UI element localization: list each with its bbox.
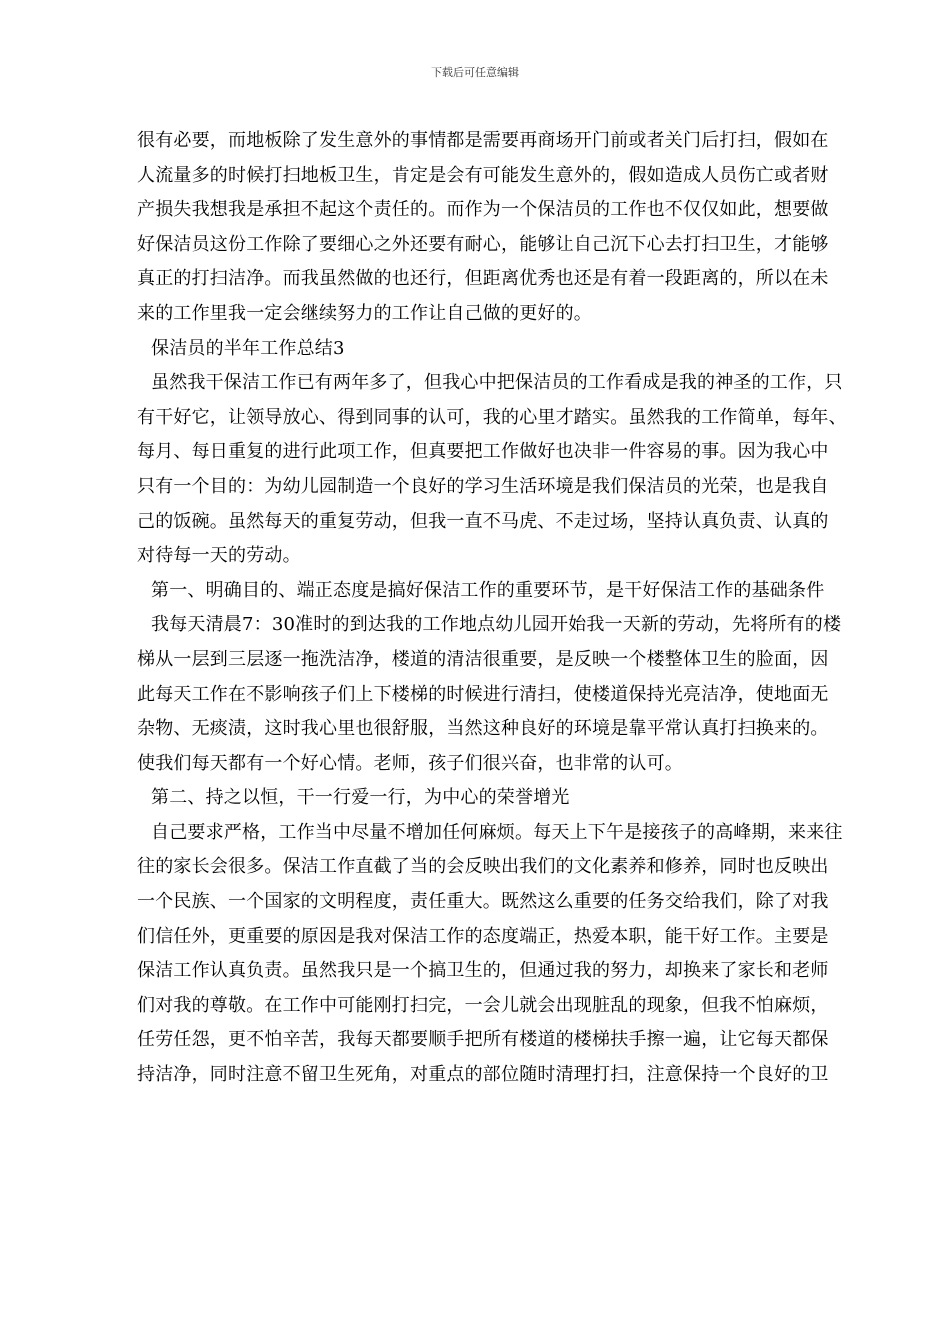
text-line: 来的工作里我一定会继续努力的工作让自己做的更好的。: [137, 302, 592, 324]
text-line: 很有必要，而地板除了发生意外的事情都是需要再商场开门前或者关门后打扫，假如在: [137, 130, 829, 151]
text-line: 们信任外，更重要的原因是我对保洁工作的态度端正，热爱本职，能干好工作。主要是: [137, 925, 829, 947]
text-line: 保洁员的半年工作总结3: [151, 337, 345, 359]
text-line: 我每天清晨7：30准时的到达我的工作地点幼儿园开始我一天新的劳动，先将所有的楼: [151, 614, 842, 636]
text-line: 只有一个目的：为幼儿园制造一个良好的学习生活环境是我们保洁员的光荣，也是我自: [137, 475, 829, 497]
text-line: 往的家长会很多。保洁工作直截了当的会反映出我们的文化素养和修养，同时也反映出: [137, 856, 829, 878]
text-line: 人流量多的时候打扫地板卫生，肯定是会有可能发生意外的，假如造成人员伤亡或者财: [137, 164, 829, 186]
document-body: [137, 124, 889, 1093]
text-line: 使我们每天都有一个好心情。老师，孩子们很兴奋，也非常的认可。: [137, 752, 683, 774]
text-line: 杂物、无痰渍，这时我心里也很舒服，当然这种良好的环境是靠平常认真打扫换来的。: [137, 718, 829, 740]
text-line: 自己要求严格，工作当中尽量不增加任何麻烦。每天上下午是接孩子的高峰期，来来往: [151, 821, 843, 843]
text-line: 真正的打扫洁净。而我虽然做的也还行，但距离优秀也还是有着一段距离的，所以在未: [137, 268, 829, 290]
text-line: 好保洁员这份工作除了要细心之外还要有耐心，能够让自己沉下心去打扫卫生，才能够: [137, 233, 829, 255]
text-line: 虽然我干保洁工作已有两年多了，但我心中把保洁员的工作看成是我的神圣的工作，只: [151, 372, 843, 394]
text-line: 保洁工作认真负责。虽然我只是一个搞卫生的，但通过我的努力，却换来了家长和老师: [137, 960, 829, 982]
text-line: 持洁净，同时注意不留卫生死角，对重点的部位随时清理打扫，注意保持一个良好的卫: [137, 1064, 829, 1086]
text-line: 任劳任怨，更不怕辛苦，我每天都要顺手把所有楼道的楼梯扶手擦一遍，让它每天都保: [137, 1029, 829, 1051]
text-line: 梯从一层到三层逐一拖洗洁净，楼道的清洁很重要，是反映一个楼整体卫生的脸面，因: [137, 648, 829, 670]
text-line: 对待每一天的劳动。: [137, 545, 301, 567]
text-line: 第一、明确目的、端正态度是搞好保洁工作的重要环节，是干好保洁工作的基础条件: [151, 579, 825, 601]
text-line: 一个民族、一个国家的文明程度，责任重大。既然这么重要的任务交给我们，除了对我: [137, 891, 829, 913]
text-line: 有干好它，让领导放心、得到同事的认可，我的心里才踏实。虽然我的工作简单，每年、: [137, 406, 847, 428]
text-line: 每月、每日重复的进行此项工作，但真要把工作做好也决非一件容易的事。因为我心中: [137, 441, 829, 463]
text-line: 们对我的尊敬。在工作中可能刚打扫完，一会儿就会出现脏乱的现象，但我不怕麻烦，: [137, 994, 829, 1016]
text-line: 此每天工作在不影响孩子们上下楼梯的时候进行清扫，使楼道保持光亮洁净，使地面无: [137, 683, 829, 705]
text-line: 产损失我想我是承担不起这个责任的。而作为一个保洁员的工作也不仅仅如此，想要做: [137, 199, 829, 221]
page-header: 下载后可任意编辑: [431, 66, 519, 79]
text-line: 第二、持之以恒，干一行爱一行，为中心的荣誉增光: [151, 787, 570, 809]
text-line: 己的饭碗。虽然每天的重复劳动，但我一直不马虎、不走过场，坚持认真负责、认真的: [137, 510, 829, 532]
